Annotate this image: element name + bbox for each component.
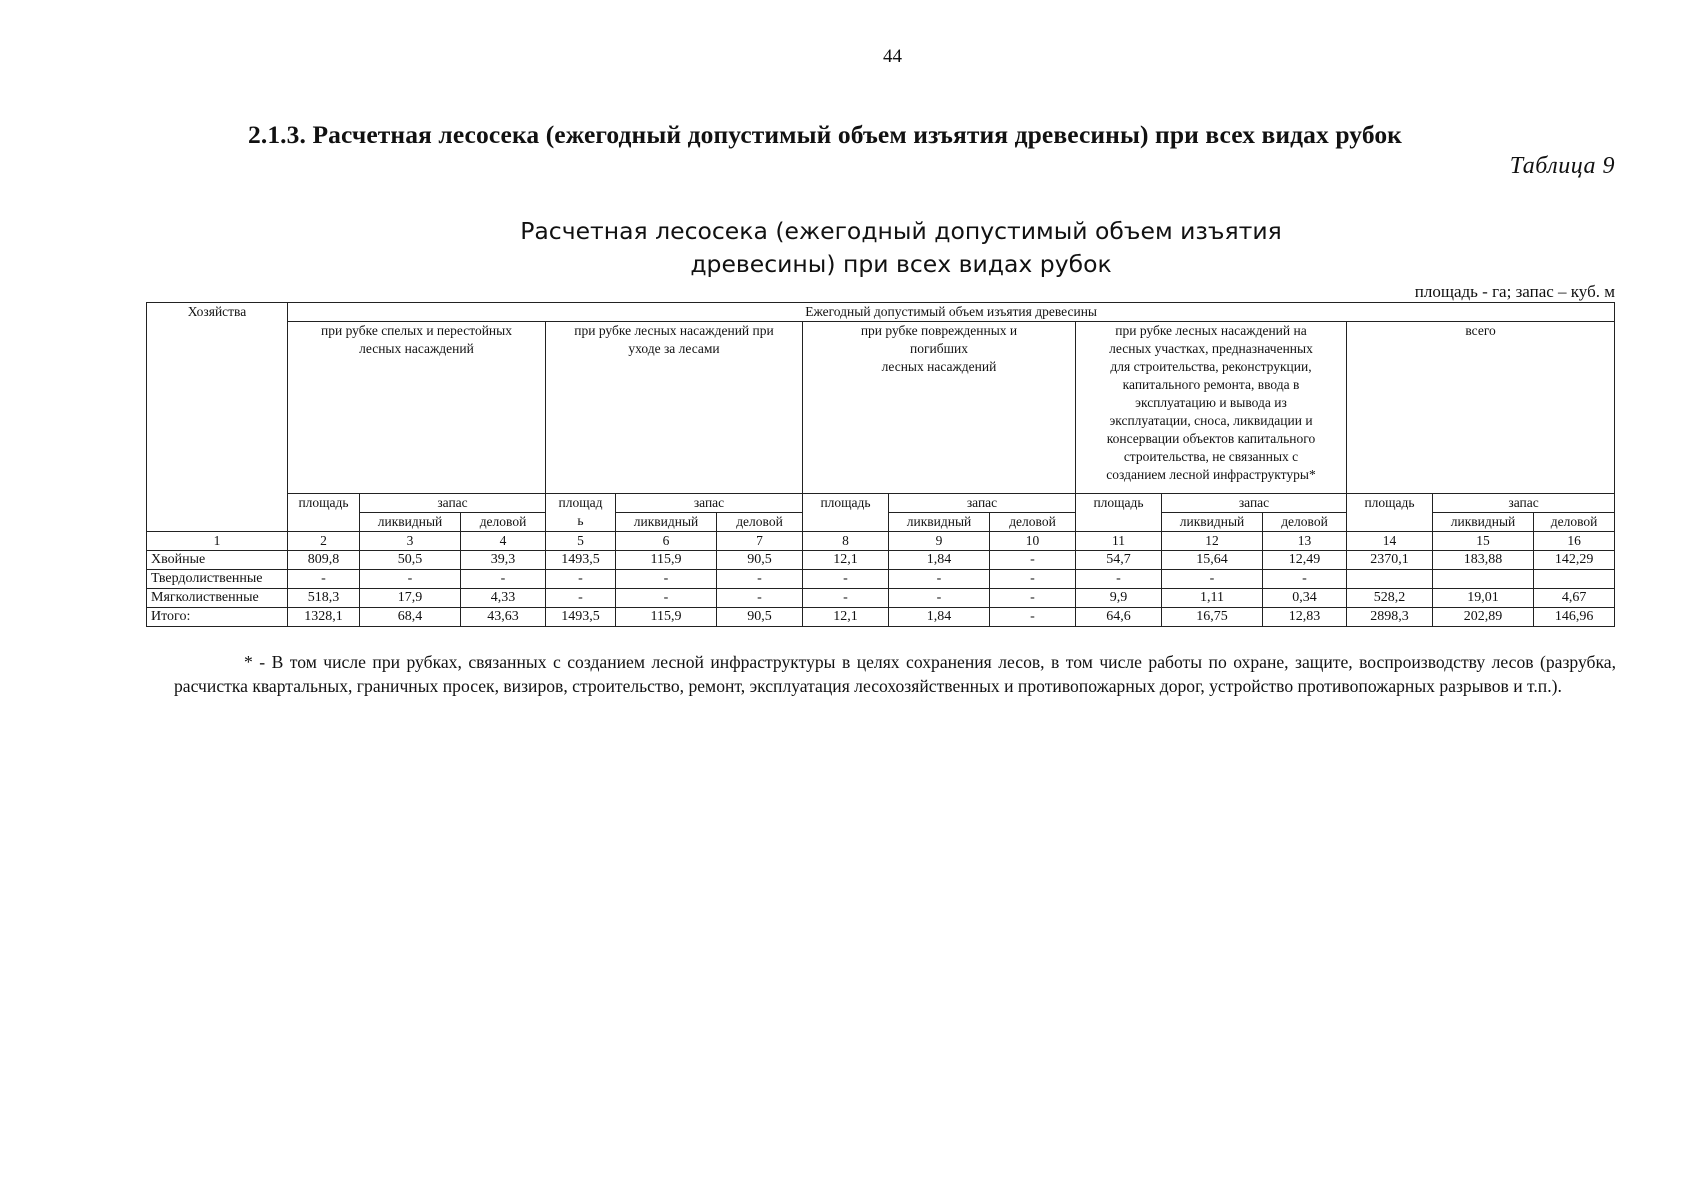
table-cell: -: [288, 570, 360, 589]
group-header-line: уходе за лесами: [628, 341, 720, 356]
area-header: [546, 494, 616, 532]
table-cell: 12,1: [803, 551, 889, 570]
business-header: деловой: [461, 513, 546, 532]
table-row: [147, 570, 1615, 589]
table-cell: -: [616, 570, 717, 589]
stock-header: запас: [1433, 494, 1615, 513]
table-cell: [1433, 570, 1534, 589]
table-cell: 16,75: [1162, 608, 1263, 627]
area-header: площадь: [288, 494, 360, 532]
column-number: 5: [546, 532, 616, 551]
table-label: Таблица 9: [1509, 153, 1615, 179]
table-cell: 1,11: [1162, 589, 1263, 608]
table-cell: 15,64: [1162, 551, 1263, 570]
group-header-line: лесных насаждений: [881, 359, 997, 374]
column-number: 1: [147, 532, 288, 551]
table-cell: 39,3: [461, 551, 546, 570]
table-cell: 1,84: [889, 608, 990, 627]
area-header: площадь: [803, 494, 889, 532]
table-cell: 90,5: [717, 608, 803, 627]
column-number-row: [147, 532, 1615, 551]
table-cell: 12,1: [803, 608, 889, 627]
table-cell: -: [360, 570, 461, 589]
footnote: * - В том числе при рубках, связанных с созданием лесной инфраструктуры в целях сохранения лесов, в том числе работы по охране, защите, воспроизводству лесов (разрубка, расчистка квартальных, граничных просек, визиров, строительство, ремонт, эксплуатация лесохозяйственных и противопожарных дорог, устройство противопожарных разрывов и т.п.).: [174, 652, 1616, 696]
area-header: площадь: [1347, 494, 1433, 532]
table-cell: [1534, 570, 1615, 589]
table-cell: 54,7: [1076, 551, 1162, 570]
table-cell: 2370,1: [1347, 551, 1433, 570]
table-cell: 64,6: [1076, 608, 1162, 627]
table-cell: 19,01: [1433, 589, 1534, 608]
table-cell: -: [461, 570, 546, 589]
column-number: 13: [1263, 532, 1347, 551]
stock-header: запас: [360, 494, 546, 513]
table-cell: 68,4: [360, 608, 461, 627]
table-cell: -: [803, 570, 889, 589]
table-cell: 2898,3: [1347, 608, 1433, 627]
business-header: деловой: [717, 513, 803, 532]
area-header-line: площад: [558, 495, 603, 510]
table-cell: -: [990, 589, 1076, 608]
group-header-line: лесных насаждений: [359, 341, 474, 356]
table-cell: 142,29: [1534, 551, 1615, 570]
group-header: [288, 322, 546, 494]
table-cell: 518,3: [288, 589, 360, 608]
group-header: [803, 322, 1076, 494]
table-cell: -: [546, 589, 616, 608]
table-cell: 528,2: [1347, 589, 1433, 608]
table-cell: 4,67: [1534, 589, 1615, 608]
table-cell: -: [546, 570, 616, 589]
group-header-line: строительства, не связанных с: [1123, 449, 1299, 464]
business-header: деловой: [1534, 513, 1615, 532]
table-cell: 1328,1: [288, 608, 360, 627]
table-cell: 1493,5: [546, 551, 616, 570]
table-cell: -: [1076, 570, 1162, 589]
group-header-line: при рубке поврежденных и: [860, 323, 1018, 338]
column-number: 9: [889, 532, 990, 551]
row-name: Итого:: [147, 608, 288, 627]
group-header: [546, 322, 803, 494]
table-cell: -: [990, 551, 1076, 570]
stock-header: запас: [616, 494, 803, 513]
table-cell: 12,49: [1263, 551, 1347, 570]
column-number: 2: [288, 532, 360, 551]
page-number: 44: [883, 46, 902, 67]
table-cell: 115,9: [616, 551, 717, 570]
group-header: [1347, 322, 1615, 494]
table-cell: 146,96: [1534, 608, 1615, 627]
column-number: 16: [1534, 532, 1615, 551]
table-cell: 809,8: [288, 551, 360, 570]
column-number: 8: [803, 532, 889, 551]
area-header: площадь: [1076, 494, 1162, 532]
table-title-line: Расчетная лесосека (ежегодный допустимый объем изъятия: [520, 217, 1282, 245]
business-header: деловой: [1263, 513, 1347, 532]
group-header-line: погибших: [910, 341, 968, 356]
subheader-row: [147, 494, 1615, 513]
table-cell: -: [616, 589, 717, 608]
group-header-line: лесных участках, предназначенных: [1109, 341, 1313, 356]
stock-header: запас: [1162, 494, 1347, 513]
table-cell: 50,5: [360, 551, 461, 570]
table-cell: 90,5: [717, 551, 803, 570]
table-cell: -: [889, 570, 990, 589]
section-heading: 2.1.3. Расчетная лесосека (ежегодный допустимый объем изъятия древесины) при всех видах рубок: [248, 120, 1402, 149]
table-cell: 12,83: [1263, 608, 1347, 627]
group-header-line: консервации объектов капитального: [1106, 431, 1316, 446]
liquid-header: ликвидный: [889, 513, 990, 532]
table-cell: -: [717, 589, 803, 608]
stock-header: запас: [889, 494, 1076, 513]
column-number: 14: [1347, 532, 1433, 551]
table-row: [147, 608, 1615, 627]
table-title-line: древесины) при всех видах рубок: [690, 250, 1112, 278]
group-header-row: [147, 322, 1615, 494]
area-header-line: ь: [577, 513, 584, 528]
column-number: 12: [1162, 532, 1263, 551]
table-cell: -: [1263, 570, 1347, 589]
table-cell: 9,9: [1076, 589, 1162, 608]
column-number: 3: [360, 532, 461, 551]
group-header-line: при рубке лесных насаждений при: [574, 323, 774, 338]
table-cell: 183,88: [1433, 551, 1534, 570]
row-name: Мягколиственные: [147, 589, 288, 608]
group-header-line: всего: [1465, 323, 1496, 338]
table-cell: -: [889, 589, 990, 608]
top-header: Ежегодный допустимый объем изъятия древесины: [288, 303, 1615, 322]
liquid-header: ликвидный: [1162, 513, 1263, 532]
table-title: [466, 215, 1336, 281]
units-note: площадь - га; запас – куб. м: [1414, 282, 1615, 301]
table-cell: 115,9: [616, 608, 717, 627]
corner-header: Хозяйства: [147, 303, 288, 532]
group-header-line: эксплуатации, сноса, ликвидации и: [1109, 413, 1313, 428]
table-cell: 202,89: [1433, 608, 1534, 627]
table-cell: -: [803, 589, 889, 608]
group-header-line: для строительства, реконструкции,: [1110, 359, 1312, 374]
table-cell: 43,63: [461, 608, 546, 627]
column-number: 4: [461, 532, 546, 551]
group-header-line: эксплуатацию и вывода из: [1135, 395, 1287, 410]
table-cell: [1347, 570, 1433, 589]
table-cell: 1493,5: [546, 608, 616, 627]
column-number: 10: [990, 532, 1076, 551]
table-cell: 1,84: [889, 551, 990, 570]
table-cell: -: [717, 570, 803, 589]
column-number: 6: [616, 532, 717, 551]
table-cell: 17,9: [360, 589, 461, 608]
group-header-line: при рубке лесных насаждений на: [1115, 323, 1307, 338]
table-cell: -: [1162, 570, 1263, 589]
table-cell: 0,34: [1263, 589, 1347, 608]
column-number: 11: [1076, 532, 1162, 551]
liquid-header: ликвидный: [1433, 513, 1534, 532]
group-header-line: капитального ремонта, ввода в: [1122, 377, 1300, 392]
liquid-header: ликвидный: [360, 513, 461, 532]
column-number: 15: [1433, 532, 1534, 551]
row-name: Твердолиственные: [147, 570, 288, 589]
table-cell: 4,33: [461, 589, 546, 608]
allowable-cut-table: [146, 302, 1615, 627]
group-header: [1076, 322, 1347, 494]
business-header: деловой: [990, 513, 1076, 532]
table-row: [147, 589, 1615, 608]
row-name: Хвойные: [147, 551, 288, 570]
table-row: [147, 551, 1615, 570]
group-header-line: при рубке спелых и перестойных: [321, 323, 512, 338]
column-number: 7: [717, 532, 803, 551]
group-header-line: созданием лесной инфраструктуры*: [1106, 467, 1316, 482]
table-cell: -: [990, 570, 1076, 589]
table-cell: -: [990, 608, 1076, 627]
liquid-header: ликвидный: [616, 513, 717, 532]
